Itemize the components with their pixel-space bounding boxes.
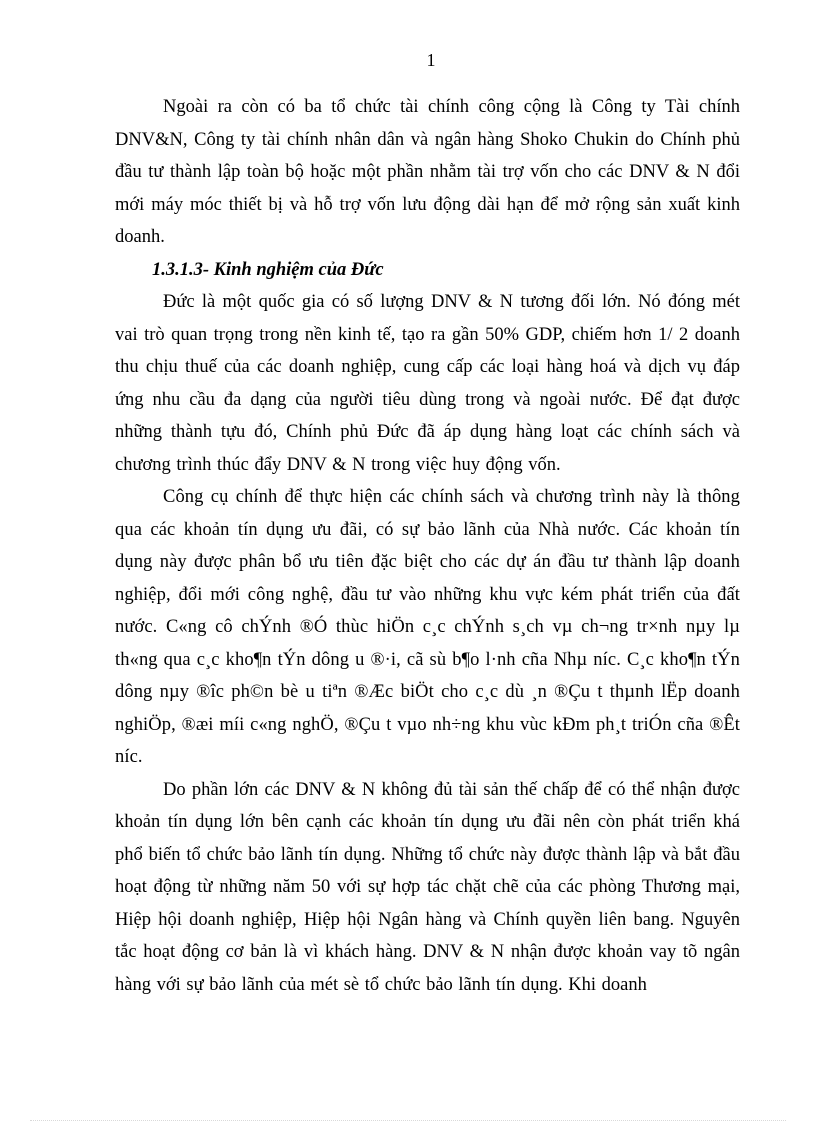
page-number: 1 [426, 50, 436, 70]
section-heading: 1.3.1.3- Kinh nghiệm của Đức [152, 259, 384, 280]
paragraph-germany-overview: Đức là một quốc gia có số lượng DNV & N tương đối lớn. Nó đóng mét vai trò quan trọng trong nền kinh tế, tạo ra gần 50% GDP, chiếm hơn 1/ 2 doanh thu chịu thuế của các doanh nghiệp, cung cấp các loại hàng hoá và dịch vụ đáp ứng nhu cầu đa dạng của người tiêu dùng trong và ngoài nước. Để đạt được những thành tựu đó, Chính phủ Đức đã áp dụng hàng loạt các chính sách và chương trình thúc đẩy DNV & N trong việc huy động vốn. [115, 292, 740, 475]
paragraph-credit-guarantee: Do phần lớn các DNV & N không đủ tài sản thế chấp để có thể nhận được khoản tín dụng lớn bên cạnh các khoản tín dụng ưu đãi nên còn phát triển khá phổ biến tổ chức bảo lãnh tín dụng. Những tổ chức này được thành lập và bắt đầu hoạt động từ những năm 50 với sự hợp tác chặt chẽ của các phòng Thương mại, Hiệp hội doanh nghiệp, Hiệp hội Ngân hàng và Chính quyền liên bang. Nguyên tắc hoạt động cơ bản là vì khách hàng. DNV & N nhận được khoản vay tõ ngân hàng với sự bảo lãnh của mét sè tổ chức bảo lãnh tín dụng. Khi doanh [115, 779, 740, 995]
paragraph-public-finance-institutions: Ngoài ra còn có ba tổ chức tài chính công cộng là Công ty Tài chính DNV&N, Công ty tài chính nhân dân và ngân hàng Shoko Chukin do Chính phủ đầu tư thành lập toàn bộ hoặc một phần nhằm tài trợ vốn cho các DNV & N đổi mới máy móc thiết bị và hỗ trợ vốn lưu động dài hạn để mở rộng sản xuất kinh doanh. [115, 97, 740, 247]
paragraph-credit-tools: Công cụ chính để thực hiện các chính sách và chương trình này là thông qua các khoản tín dụng ưu đãi, có sự bảo lãnh của Nhà nước. Các khoản tín dụng này được phân bổ ưu tiên đặc biệt cho các dự án đầu tư thành lập doanh nghiệp, đổi mới công nghệ, đầu tư vào những khu vực kém phát triển của đất nước. C«ng cô chÝnh ®Ó thùc hiÖn c¸c chÝnh s¸ch vµ ch¬ng tr×nh nµy lµ th«ng qua c¸c kho¶n tÝn dông u ®·i, cã sù b¶o l·nh cña Nhµ níc. C¸c kho¶n tÝn dông nµy ®îc ph©n bè u tiªn ®Æc biÖt cho c¸c dù ¸n ®Çu t thµnh lËp doanh nghiÖp, ®æi míi c«ng nghÖ, ®Çu t vµo nh÷ng khu vùc kÐm ph¸t triÓn cña ®Êt níc. [115, 487, 740, 767]
page-bottom-divider [30, 1120, 786, 1121]
document-body [115, 91, 740, 1001]
